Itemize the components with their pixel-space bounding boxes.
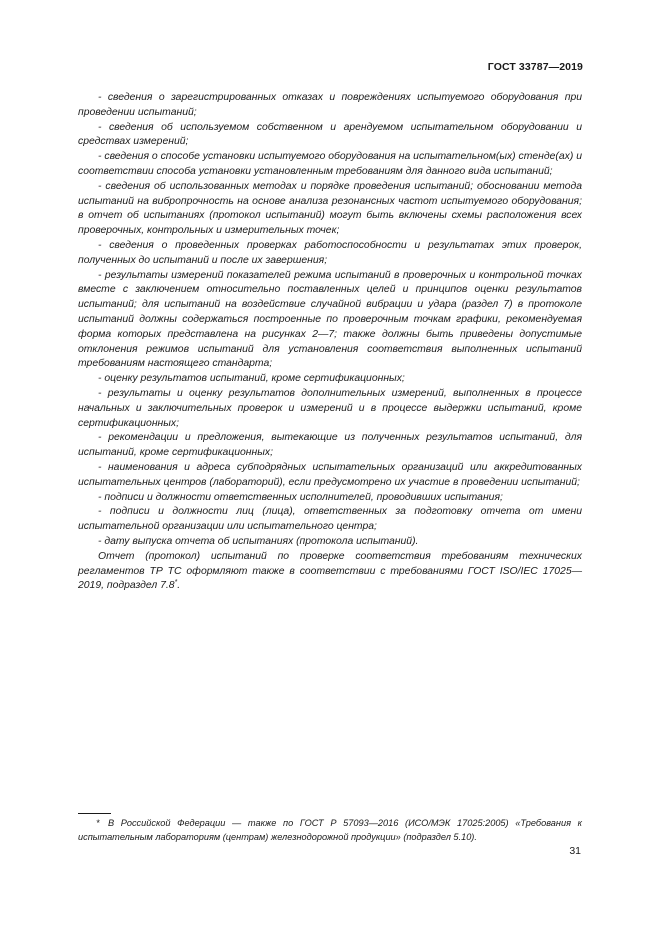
paragraph: - сведения об использованных методах и порядке проведения испытаний; обосновании метода испытаний на вибропрочность на основе анализа резонансных частот испытуемого оборудования; в отчет об испытаниях (протокол испытаний) могут быть включены схемы расположения всех проверочных, контрольных и измерительных точек; bbox=[78, 180, 582, 237]
paragraph: - подписи и должности лиц (лица), ответственных за подготовку отчета от имени испытательной организации или испытательного центра; bbox=[78, 506, 582, 533]
body-text bbox=[78, 91, 582, 594]
page-number: 31 bbox=[569, 845, 581, 857]
paragraph: - сведения о зарегистрированных отказах и повреждениях испытуемого оборудования при проведении испытаний; bbox=[78, 92, 582, 118]
document-header: ГОСТ 33787—2019 bbox=[487, 61, 583, 73]
paragraph: - сведения о способе установки испытуемого оборудования на испытательном(ых) стенде(ах) и соответствии способа установки установленным требованиям для данного вида испытаний; bbox=[78, 151, 582, 177]
closing-paragraph-text: Отчет (протокол) испытаний по проверке соответствия требованиям технических регламентов ТР ТС оформляют также в соответствии с требованиями ГОСТ ISO/IEC 17025—2019, подраздел 7.8 bbox=[78, 550, 582, 592]
paragraph: - сведения об используемом собственном и арендуемом испытательном оборудовании и средствах измерений; bbox=[78, 121, 582, 148]
footnote-marker: * bbox=[96, 818, 100, 828]
paragraph: - подписи и должности ответственных исполнителей, проводивших испытания; bbox=[98, 491, 503, 503]
paragraph: - дату выпуска отчета об испытаниях (протокола испытаний). bbox=[98, 535, 419, 547]
footnote bbox=[78, 817, 582, 844]
footnote-text: В Российской Федерации — также по ГОСТ Р 57093—2016 (ИСО/МЭК 17025:2005) «Требования к испытательным лабораториям (центрам) железнодорожной продукции» (подраздел 5.10). bbox=[78, 818, 582, 842]
paragraph: - рекомендации и предложения, вытекающие из полученных результатов испытаний, для испытаний, кроме сертификационных; bbox=[78, 432, 582, 459]
closing-paragraph: Отчет (протокол) испытаний по проверке соответствия требованиям технических регламентов ТР ТС оформляют также в соответствии с требованиями ГОСТ ISO/IEC 17025—2019, подраздел 7.8*. bbox=[78, 550, 582, 592]
paragraph: - наименования и адреса субподрядных испытательных организаций или аккредитованных испытательных центров (лабораторий), если предусмотрено их участие в проведении испытаний; bbox=[78, 461, 582, 488]
footnote-divider bbox=[78, 813, 111, 814]
paragraph: - результаты и оценку результатов дополнительных измерений, выполненных в процессе начальных и заключительных проверок и измерений и в процессе выдержки испытаний, кроме сертификационных; bbox=[78, 387, 582, 429]
paragraph: - результаты измерений показателей режима испытаний в проверочных и контрольной точках вместе с заключением относительно поставленных целей и принципов оценки результатов испытаний; для испытаний на воздействие случайной вибрации и удара (раздел 7) в протоколе испытаний должны содержаться построенные по проверочным точкам графики, рекомендуемая форма которых представлена на рисунках 2—7; также должны быть приведены допустимые отклонения режимов испытаний для установления соответствия выполненных испытаний требованиям настоящего стандарта; bbox=[78, 269, 582, 370]
paragraph: - сведения о проведенных проверках работоспособности и результатах этих проверок, полученных до испытаний и после их завершения; bbox=[78, 239, 582, 266]
paragraph: - оценку результатов испытаний, кроме сертификационных; bbox=[98, 373, 405, 385]
footnote-reference: * bbox=[174, 579, 178, 587]
